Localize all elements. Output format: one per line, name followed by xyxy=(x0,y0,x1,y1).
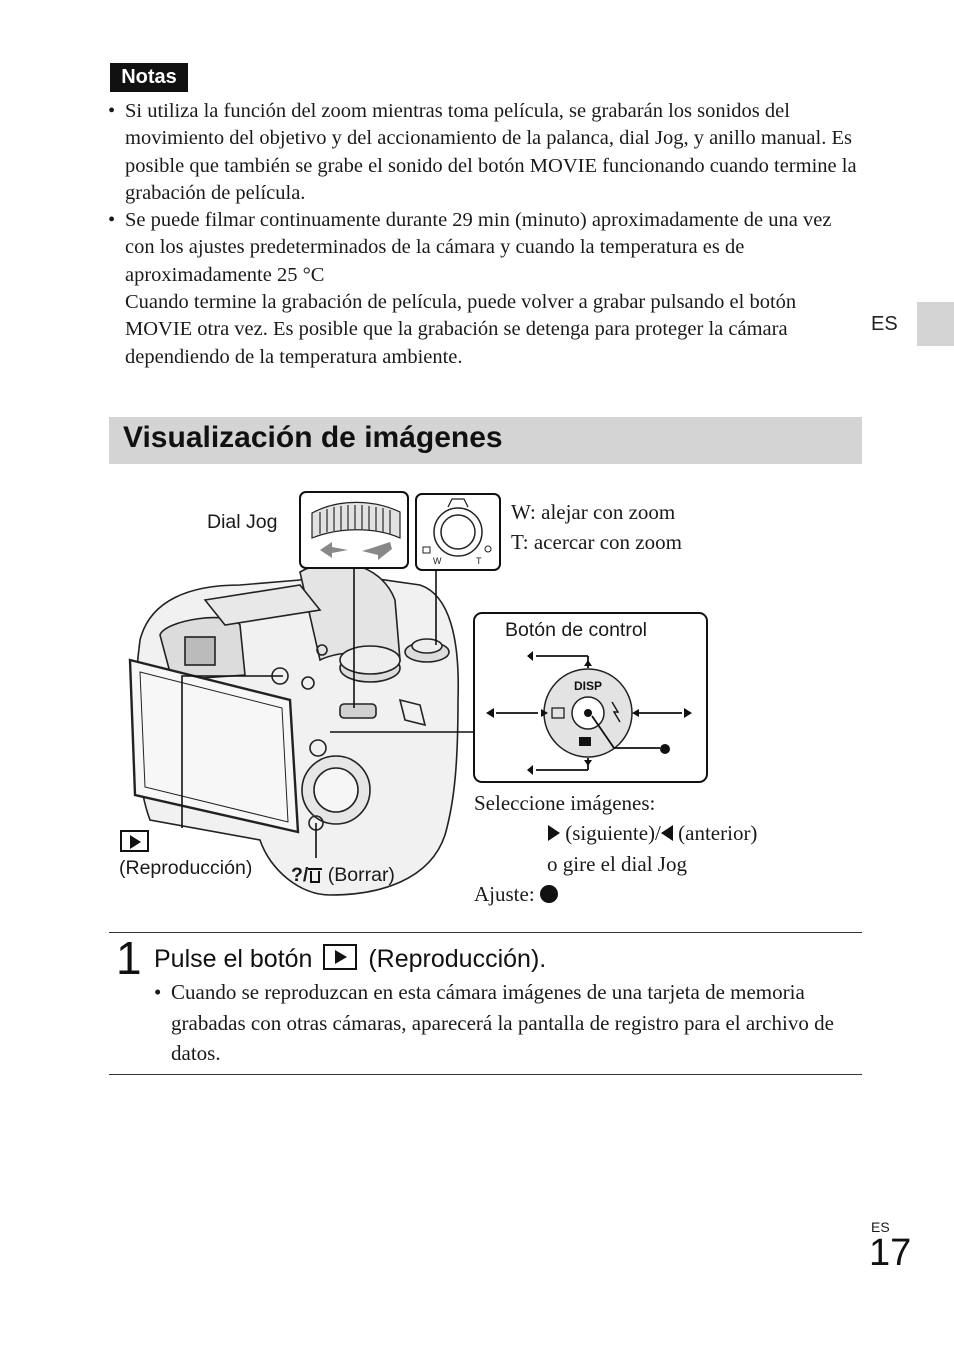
note-paragraph: • Si utiliza la función del zoom mientras toma película, se grabarán los sonidos del movimiento del objetivo y del accionamiento de la palanca, dial Jog, y anillo manual. Es posible que también se grabe el sonido del botón MOVIE funcionando cuando termine la grabación de película. xyxy=(125,100,857,204)
prev-arrow-icon xyxy=(661,825,673,841)
select-or-jog: o gire el dial Jog xyxy=(547,852,687,876)
step-note: • Cuando se reproduzcan en esta cámara imágenes de una tarjeta de memoria grabadas con otras cámaras, aparecerá la pantalla de registro para el archivo de datos. xyxy=(154,977,871,1069)
viewfinder-eyepiece xyxy=(185,637,215,665)
disp-label: DISP xyxy=(574,679,603,693)
control-button-label: Botón de control xyxy=(505,619,648,641)
playback-icon xyxy=(323,944,357,970)
dial-jog-label: Dial Jog xyxy=(207,511,278,533)
step-title-prefix: Pulse el botón xyxy=(154,945,313,973)
playback-label: (Reproducción) xyxy=(119,857,253,879)
step-number: 1 xyxy=(116,932,142,984)
trash-icon xyxy=(308,866,322,884)
select-next-prev xyxy=(548,821,757,846)
zoom-lever-inset xyxy=(416,494,500,570)
camera-illustration xyxy=(130,563,458,895)
zoom-w-mark: W xyxy=(433,556,442,566)
page-language: ES xyxy=(871,1219,890,1235)
step-rule-bottom xyxy=(109,1074,862,1075)
notes-badge: Notas xyxy=(110,63,188,92)
note-paragraph: • Se puede filmar continuamente durante 29 min (minuto) aproximadamente de una vez con los ajustes predeterminados de la cámara y cuando la temperatura es de aproximadamente 25 °C xyxy=(125,209,832,286)
next-arrow-icon xyxy=(548,825,560,841)
section-title: Visualización de imágenes xyxy=(123,421,503,454)
jog-dial xyxy=(340,704,376,718)
step-title-suffix: (Reproducción). xyxy=(368,945,547,973)
select-prev-label: (anterior) xyxy=(678,821,758,845)
language-label: ES xyxy=(871,313,898,335)
select-next-label: (siguiente)/ xyxy=(565,821,661,845)
note-paragraph: Cuando termine la grabación de película, puede volver a grabar pulsando el botón MOVIE otra vez. Es posible que la grabación se detenga para proteger la cámara dependiendo de la temperatura ambiente. xyxy=(125,291,797,368)
ajuste-row xyxy=(474,882,558,907)
step-rule-top xyxy=(109,932,862,933)
playback-icon xyxy=(120,830,149,852)
zoom-w-label: W: alejar con zoom xyxy=(511,500,676,524)
dial-jog-inset xyxy=(300,492,408,568)
center-dot-icon xyxy=(540,885,558,903)
zoom-t-label: T: acercar con zoom xyxy=(511,530,682,554)
zoom-t-mark: T xyxy=(476,556,482,566)
help-delete-prefix: ?/ xyxy=(291,864,309,886)
step-title xyxy=(154,944,546,974)
select-images-title: Seleccione imágenes: xyxy=(474,791,656,815)
page-number: 17 xyxy=(869,1232,912,1274)
ajuste-label: Ajuste: xyxy=(474,882,535,906)
delete-label: (Borrar) xyxy=(327,864,395,886)
